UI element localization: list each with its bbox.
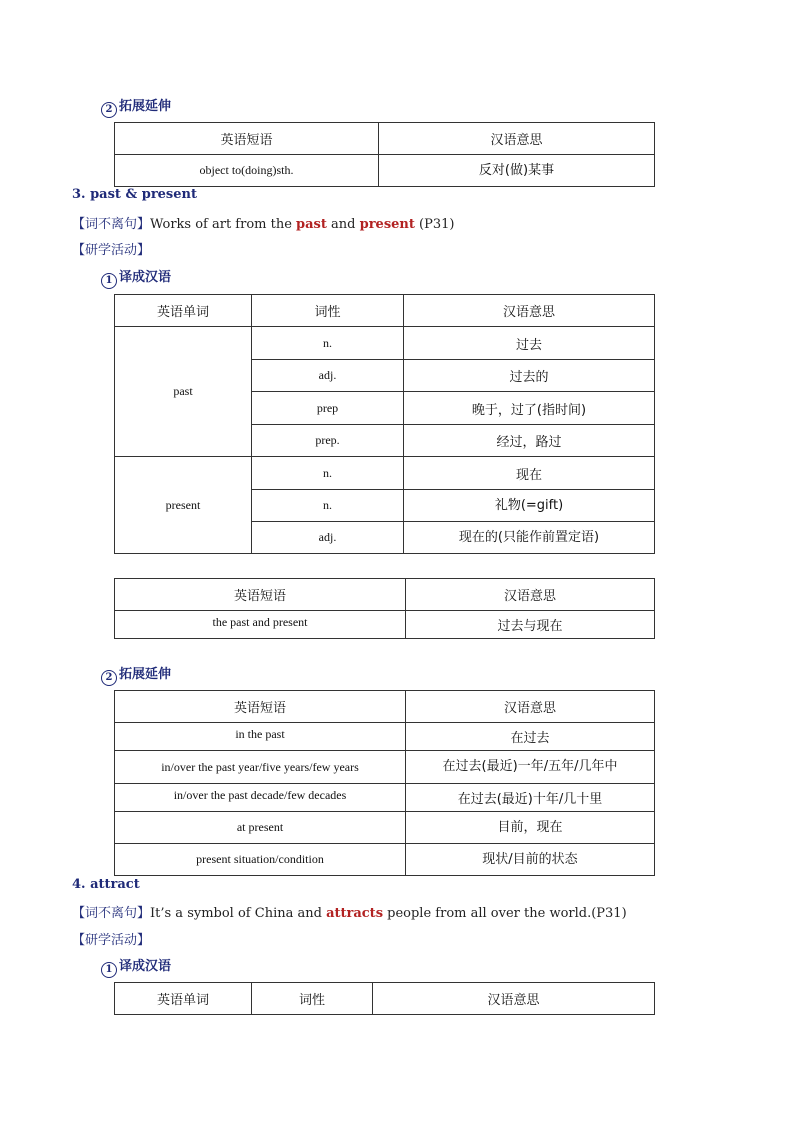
quote-tag: 【词不离句】 — [72, 217, 151, 232]
sentence-text: and — [326, 217, 360, 232]
cell-pos: n. — [252, 327, 404, 360]
cell-phrase: in/over the past year/five years/few years — [115, 751, 406, 784]
cell-pos: adj. — [252, 360, 404, 392]
cell-pos: prep. — [252, 425, 404, 457]
extension-table-past — [114, 690, 655, 876]
cell-meaning: 过去 — [404, 327, 655, 360]
subheading-translate — [101, 955, 171, 978]
cell-phrase: in/over the past decade/few decades — [115, 784, 406, 812]
header-chinese-meaning: 汉语意思 — [379, 123, 655, 155]
cell-pos: adj. — [252, 522, 404, 554]
header-chinese-meaning: 汉语意思 — [406, 579, 655, 611]
circled-number: 1 — [101, 962, 117, 978]
example-sentence — [72, 213, 454, 232]
cell-meaning: 现在 — [404, 457, 655, 490]
keyword-present: present — [359, 217, 415, 232]
header-part-of-speech: 词性 — [252, 295, 404, 327]
cell-phrase: in the past — [115, 723, 406, 751]
subheading-extension — [101, 95, 171, 118]
cell-meaning: 目前，现在 — [406, 812, 655, 844]
cell-meaning: 礼物(=gift) — [404, 490, 655, 522]
circled-number: 1 — [101, 273, 117, 289]
subheading-extension — [101, 663, 171, 686]
activity-text: 【研学活动】 — [72, 933, 151, 948]
phrase-table-object-to — [114, 122, 655, 187]
subheading-label: 译成汉语 — [119, 959, 172, 974]
header-english-phrase: 英语短语 — [115, 579, 406, 611]
quote-tag: 【词不离句】 — [72, 906, 151, 921]
cell-phrase: the past and present — [115, 611, 406, 639]
cell-phrase: present situation/condition — [115, 844, 406, 876]
cell-meaning: 现状/目前的状态 — [406, 844, 655, 876]
circled-number: 2 — [101, 670, 117, 686]
page-reference: (P31) — [414, 217, 455, 232]
subheading-label: 译成汉语 — [119, 270, 172, 285]
header-english-phrase: 英语短语 — [115, 691, 406, 723]
cell-pos: prep — [252, 392, 404, 425]
cell-pos: n. — [252, 490, 404, 522]
keyword-attracts: attracts — [326, 906, 384, 921]
word-table-attract — [114, 982, 655, 1015]
header-part-of-speech: 词性 — [252, 983, 373, 1015]
item-title-past-present: 3. past & present — [72, 187, 197, 202]
activity-label — [72, 929, 150, 948]
activity-text: 【研学活动】 — [72, 243, 151, 258]
header-english-word: 英语单词 — [115, 983, 252, 1015]
cell-meaning: 晚于，过了(指时间) — [404, 392, 655, 425]
cell-meaning: 过去与现在 — [406, 611, 655, 639]
cell-meaning: 在过去(最近)十年/几十里 — [406, 784, 655, 812]
subheading-translate — [101, 266, 171, 289]
cell-meaning: 在过去 — [406, 723, 655, 751]
header-chinese-meaning: 汉语意思 — [404, 295, 655, 327]
sentence-text: It’s a symbol of China and — [150, 906, 327, 921]
cell-word-present: present — [115, 457, 252, 554]
keyword-past: past — [296, 217, 327, 232]
item-title-attract: 4. attract — [72, 877, 140, 892]
header-english-word: 英语单词 — [115, 295, 252, 327]
activity-label — [72, 239, 150, 258]
header-chinese-meaning: 汉语意思 — [373, 983, 655, 1015]
subheading-label: 拓展延伸 — [119, 667, 172, 682]
word-table-past-present — [114, 294, 655, 554]
example-sentence — [72, 902, 627, 921]
cell-phrase: object to(doing)sth. — [115, 155, 379, 187]
cell-phrase: at present — [115, 812, 406, 844]
cell-meaning: 在过去(最近)一年/五年/几年中 — [406, 751, 655, 784]
circled-number: 2 — [101, 102, 117, 118]
header-english-phrase: 英语短语 — [115, 123, 379, 155]
subheading-label: 拓展延伸 — [119, 99, 172, 114]
header-chinese-meaning: 汉语意思 — [406, 691, 655, 723]
cell-meaning: 经过，路过 — [404, 425, 655, 457]
sentence-text: Works of art from the — [150, 217, 297, 232]
cell-meaning: 现在的(只能作前置定语) — [404, 522, 655, 554]
cell-word-past: past — [115, 327, 252, 457]
phrase-table-past-and-present — [114, 578, 655, 639]
cell-meaning: 反对(做)某事 — [379, 155, 655, 187]
sentence-text: people from all over the world.(P31) — [383, 906, 627, 921]
cell-meaning: 过去的 — [404, 360, 655, 392]
cell-pos: n. — [252, 457, 404, 490]
